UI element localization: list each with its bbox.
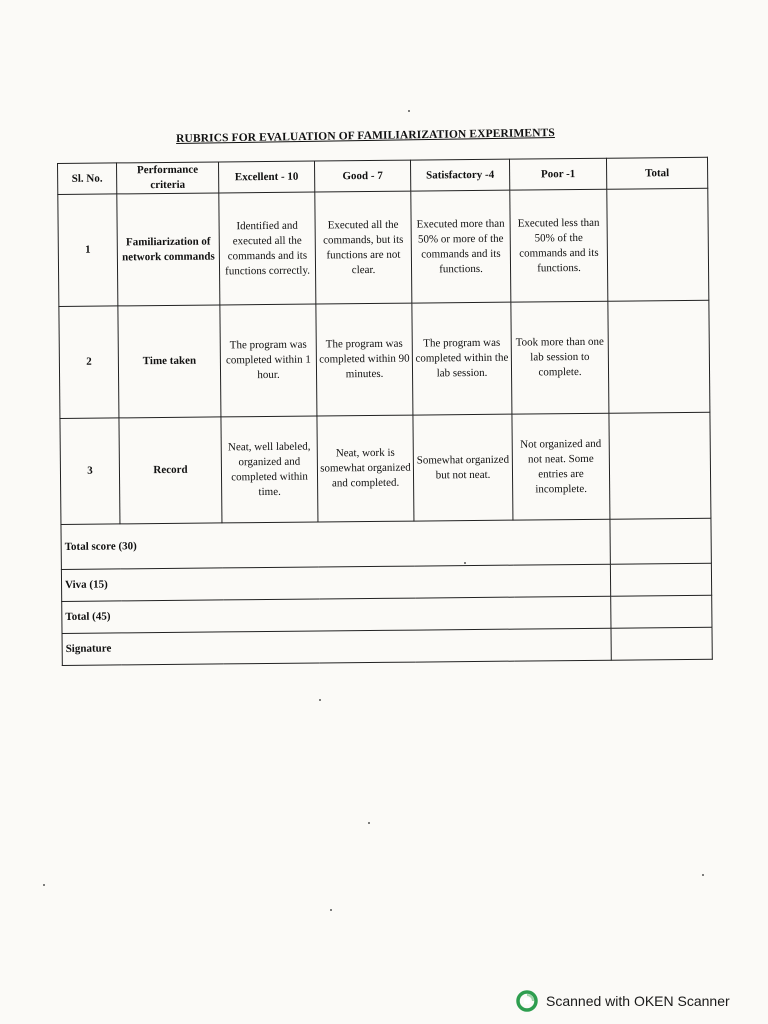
row-criteria: Record (119, 417, 222, 524)
scan-speck (408, 110, 410, 112)
row-good: The program was completed within 90 minutes. (316, 303, 413, 416)
rubric-table (57, 157, 713, 666)
scanner-text: Scanned with OKEN Scanner (546, 993, 730, 1009)
row-excellent: The program was completed within 1 hour. (220, 304, 317, 417)
summary-value-signature (611, 627, 712, 660)
row-criteria: Familiarization of network commands (117, 193, 220, 306)
scan-speck (319, 699, 321, 701)
row-good: Executed all the commands, but its functions are not clear. (315, 191, 412, 304)
row-satisfactory: The program was completed within the lab session. (412, 302, 512, 415)
row-good: Neat, work is somewhat organized and completed. (317, 415, 414, 522)
row-total (607, 188, 709, 301)
header-sl-no: Sl. No. (58, 163, 117, 195)
header-performance-criteria: Performance criteria (117, 162, 219, 194)
row-satisfactory: Somewhat organized but not neat. (413, 414, 513, 521)
scan-speck (368, 822, 370, 824)
header-poor: Poor -1 (509, 158, 606, 190)
row-total (609, 412, 711, 519)
table-row (60, 412, 711, 524)
header-satisfactory: Satisfactory -4 (410, 159, 509, 191)
header-total: Total (606, 157, 707, 189)
summary-label-total: Total (45) (62, 596, 611, 633)
row-criteria: Time taken (118, 305, 221, 418)
scanner-watermark (516, 990, 730, 1012)
summary-row (62, 627, 712, 665)
header-good: Good - 7 (314, 160, 410, 192)
summary-label-viva: Viva (15) (61, 564, 610, 601)
document-title: RUBRICS FOR EVALUATION OF FAMILIARIZATION EXPERIMENTS (176, 127, 555, 145)
row-poor: Executed less than 50% of the commands and its functions. (510, 189, 608, 302)
scan-speck (464, 562, 466, 564)
row-excellent: Neat, well labeled, organized and completed within time. (221, 416, 318, 523)
row-sl-no: 1 (58, 194, 118, 307)
summary-value-total (611, 595, 712, 628)
summary-value-viva (610, 563, 711, 596)
row-poor: Took more than one lab session to complete. (511, 301, 609, 414)
summary-label-total-score: Total score (30) (61, 519, 610, 569)
header-excellent: Excellent - 10 (218, 161, 314, 193)
scan-speck (330, 909, 332, 911)
summary-label-signature: Signature (62, 628, 611, 665)
oken-scanner-logo-icon (516, 990, 538, 1012)
summary-row (61, 518, 711, 569)
row-excellent: Identified and executed all the commands and its functions correctly. (219, 192, 316, 305)
table-row (58, 188, 709, 306)
row-satisfactory: Executed more than 50% or more of the commands and its functions. (411, 190, 511, 303)
summary-value-total-score (610, 518, 711, 564)
row-sl-no: 3 (60, 418, 120, 525)
row-poor: Not organized and not neat. Some entries are incomplete. (512, 413, 610, 520)
table-row (59, 300, 710, 418)
row-total (608, 300, 710, 413)
scan-speck (43, 884, 45, 886)
row-sl-no: 2 (59, 306, 119, 419)
scan-speck (702, 874, 704, 876)
